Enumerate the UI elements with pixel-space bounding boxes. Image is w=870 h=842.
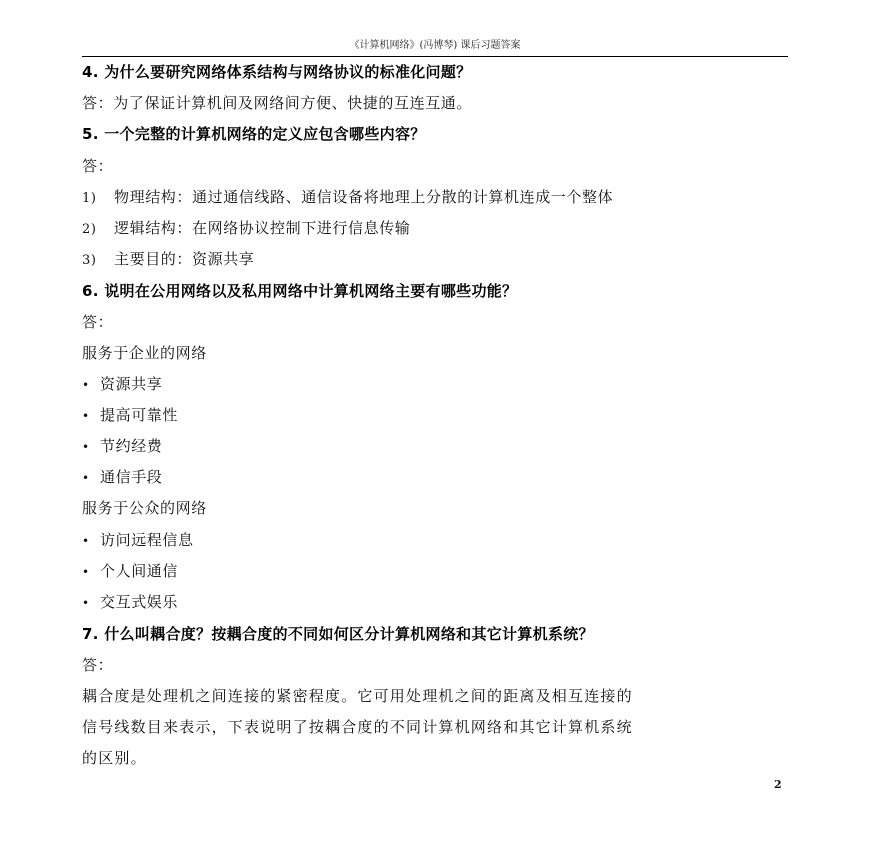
bullet-icon: •: [82, 534, 90, 548]
item-text: 物理结构：通过通信线路、通信设备将地理上分散的计算机连成一个整体: [114, 188, 614, 206]
bullet-icon: •: [82, 565, 90, 579]
bullet-item: [82, 436, 162, 457]
answer-4: 答：为了保证计算机间及网络间方便、快捷的互连互通。: [82, 94, 473, 112]
answer-7-label: 答：: [82, 656, 114, 674]
bullet-icon: •: [82, 471, 90, 485]
document-title: 《计算机网络》(冯博琴) 课后习题答案: [349, 40, 521, 51]
bullet-icon: •: [82, 596, 90, 610]
item-text: 主要目的：资源共享: [114, 250, 255, 268]
bullet-text: 个人间通信: [100, 562, 179, 580]
item-number: 2): [82, 222, 97, 237]
list-item: [82, 249, 254, 271]
bullet-text: 节约经费: [100, 437, 163, 455]
bullet-text: 访问远程信息: [100, 531, 194, 549]
answer-5-label: 答：: [82, 157, 114, 175]
item-number: 1): [82, 191, 97, 206]
paragraph-line: 耦合度是处理机之间连接的紧密程度。它可用处理机之间的距离及相互连接的: [82, 687, 633, 705]
bullet-item: [82, 530, 194, 551]
page-header: [82, 38, 788, 57]
question-7: 7. 什么叫耦合度？按耦合度的不同如何区分计算机网络和其它计算机系统？: [82, 625, 594, 643]
list-item: [82, 187, 613, 209]
bullet-text: 资源共享: [100, 375, 163, 393]
bullet-icon: •: [82, 409, 90, 423]
list-item: [82, 218, 410, 240]
bullet-item: [82, 467, 162, 488]
bullet-text: 通信手段: [100, 468, 163, 486]
item-number: 3): [82, 253, 97, 268]
answer-7-paragraph: [82, 681, 782, 774]
bullet-text: 提高可靠性: [100, 406, 179, 424]
question-5: 5. 一个完整的计算机网络的定义应包含哪些内容？: [82, 125, 426, 143]
bullet-text: 交互式娱乐: [100, 593, 179, 611]
page-number: 2: [774, 778, 782, 791]
bullet-icon: •: [82, 378, 90, 392]
group-title-enterprise: 服务于企业的网络: [82, 344, 207, 362]
bullet-item: [82, 374, 162, 395]
bullet-item: [82, 592, 178, 613]
bullet-item: [82, 405, 178, 426]
bullet-item: [82, 561, 178, 582]
answer-6-label: 答：: [82, 313, 114, 331]
question-4: 4. 为什么要研究网络体系结构与网络协议的标准化问题？: [82, 63, 472, 81]
group-title-public: 服务于公众的网络: [82, 499, 207, 517]
bullet-icon: •: [82, 440, 90, 454]
paragraph-line: 信号线数目来表示，下表说明了按耦合度的不同计算机网络和其它计算机系统: [82, 718, 633, 736]
question-6: 6. 说明在公用网络以及私用网络中计算机网络主要有哪些功能？: [82, 282, 518, 300]
paragraph-line: 的区别。: [82, 749, 147, 767]
item-text: 逻辑结构：在网络协议控制下进行信息传输: [114, 219, 411, 237]
